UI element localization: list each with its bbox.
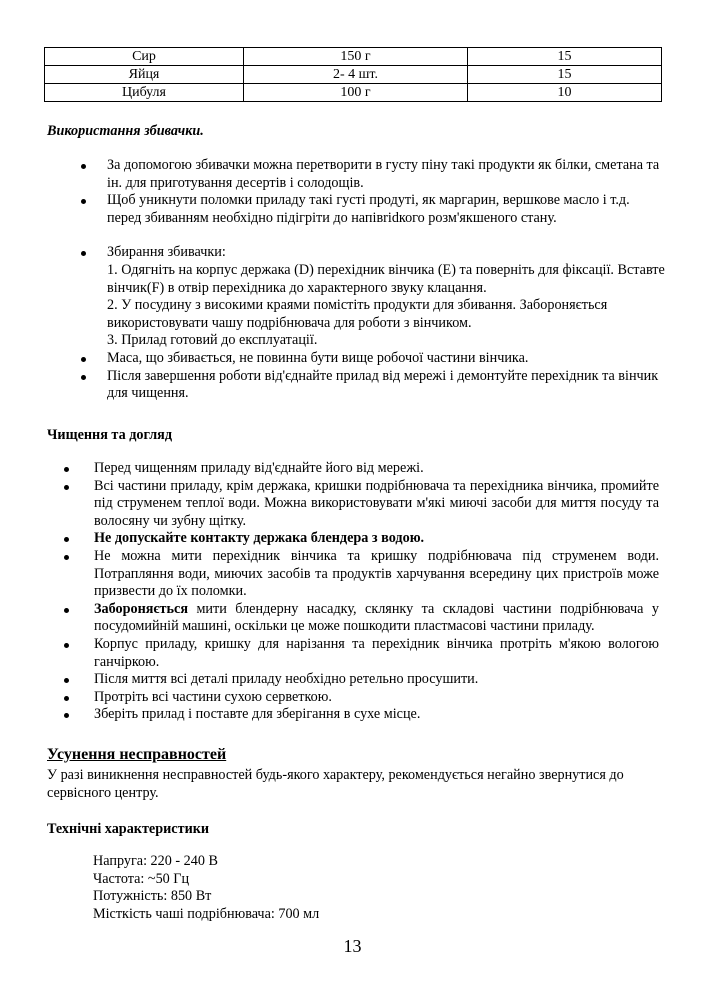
bullet-icon [81,199,86,204]
cleaning-item-text: Протріть всі частини сухою серветкою. [94,688,332,705]
whisk-item-text: За допомогою збивачки можна перетворити в густу піну такі продукти як білки, сметана та ін. для приготування десертів і солодощів. [107,157,660,191]
table-row [45,84,662,102]
bullet-icon [81,357,86,362]
bullet-icon [64,537,69,542]
bullet-icon [64,555,69,560]
list-item [94,601,659,636]
cleaning-item-text: Зберіть прилад і поставте для зберігання в сухе місце. [94,706,421,723]
cleaning-prohibited-label: Забороняється [94,600,188,617]
list-item [107,192,667,227]
assembly-step: 1. Одягніть на корпус держака (D) перехідник вінчика (Е) та поверніть для фіксації. Вставте вінчик(F) в отвір перехідника до характерного звуку клацання. [107,261,665,296]
troubleshooting-title: Усунення несправностей [47,746,227,763]
assembly-step: 2. У посудину з високими краями помістіть продукти для збивання. Забороняється використовувати чашу подрібнювача для роботи з вінчиком. [107,297,608,331]
whisk-item-text: Щоб уникнути поломки приладу такі густі продуті, як маргарин, вершкове масло і т.д. перед збиванням необхідно підігріти до напівridкого розм'якшеного стану. [107,192,630,226]
spec-bowl-capacity: Місткість чаші подрібнювача: 700 мл [93,905,320,922]
list-item [107,368,667,403]
cleaning-warning: Не допускайте контакту держака блендера з водою. [94,530,425,547]
bullet-icon [64,713,69,718]
whisk-list [107,157,667,403]
table-row [45,48,662,66]
list-item [94,706,659,724]
cleaning-item-text: Після миття всі деталі приладу необхідно ретельно просушити. [94,671,479,688]
cleaning-item-text: Всі частини приладу, крім держака, кришки подрібнювача та перехідника вінчика, промийте під струменем теплої води. Можна використовувати м'які миючі засоби для миття посуду та волосяну чи зубну щітку. [94,477,659,529]
assembly-title: Збирання збивачки: [107,244,226,261]
bullet-icon [64,678,69,683]
list-item [94,530,659,548]
list-item [107,350,667,368]
cleaning-item-text: мити блендерну насадку, склянку та складові частини подрібнювача у посудомийній машині, оскільки це може пошкодити пластмасові частини приладу. [94,600,659,635]
ingredients-table [44,47,662,102]
ingredient-name: Яйця [45,66,244,84]
cleaning-item-text: Перед чищенням приладу від'єднайте його від мережі. [94,460,424,476]
cleaning-list [94,460,659,724]
list-item [94,548,659,601]
ingredient-time: 15 [468,66,662,84]
bullet-icon [64,485,69,490]
specs-title: Технічні характеристики [47,821,210,837]
list-item [107,157,667,192]
whisk-item-text: Маса, що збивається, не повинна бути вище робочої частини вінчика. [107,349,529,366]
bullet-icon [64,696,69,701]
whisk-section-title: Використання збивачки. [47,123,204,139]
whisk-item-text: Після завершення роботи від'єднайте прилад від мережі і демонтуйте перехідник та вінчик для чищення. [107,367,659,402]
cleaning-item-text: Корпус приладу, кришку для нарізання та перехідник вінчика протріть м'якою вологою ганчіркою. [94,635,659,670]
ingredient-time: 10 [468,84,662,102]
list-item [94,460,659,478]
list-item [107,244,667,350]
spec-frequency: Частота: ~50 Гц [93,870,190,887]
ingredient-time: 15 [468,48,662,66]
ingredient-amount: 100 г [244,84,468,102]
list-item [94,671,659,689]
spec-voltage: Напруга: 220 - 240 В [93,853,218,869]
cleaning-item-text: Не можна мити перехідник вінчика та кришку подрібнювача під струменем води. Потрапляння води, миючих засобів та продуктів харчування всередину цих пристроїв може призвести до їх поломки. [94,547,659,600]
cleaning-section-title: Чищення та догляд [47,427,173,443]
list-item [94,689,659,707]
ingredient-amount: 150 г [244,48,468,66]
list-item [94,636,659,671]
ingredient-amount: 2- 4 шт. [244,66,468,84]
spec-power: Потужність: 850 Вт [93,888,212,905]
bullet-icon [81,164,86,169]
list-item [94,478,659,531]
page-number: 13 [343,936,362,956]
ingredient-name: Сир [45,48,244,66]
bullet-icon [64,467,69,472]
specs-list [93,853,319,923]
bullet-icon [81,251,86,256]
troubleshooting-body: У разі виникнення несправностей будь-якого характеру, рекомендується негайно звернутися до сервісного центру. [47,767,624,801]
table-row [45,66,662,84]
bullet-icon [81,375,86,380]
bullet-icon [64,608,69,613]
bullet-icon [64,643,69,648]
ingredient-name: Цибуля [45,84,244,102]
assembly-step: 3. Прилад готовий до експлуатації. [107,332,318,349]
